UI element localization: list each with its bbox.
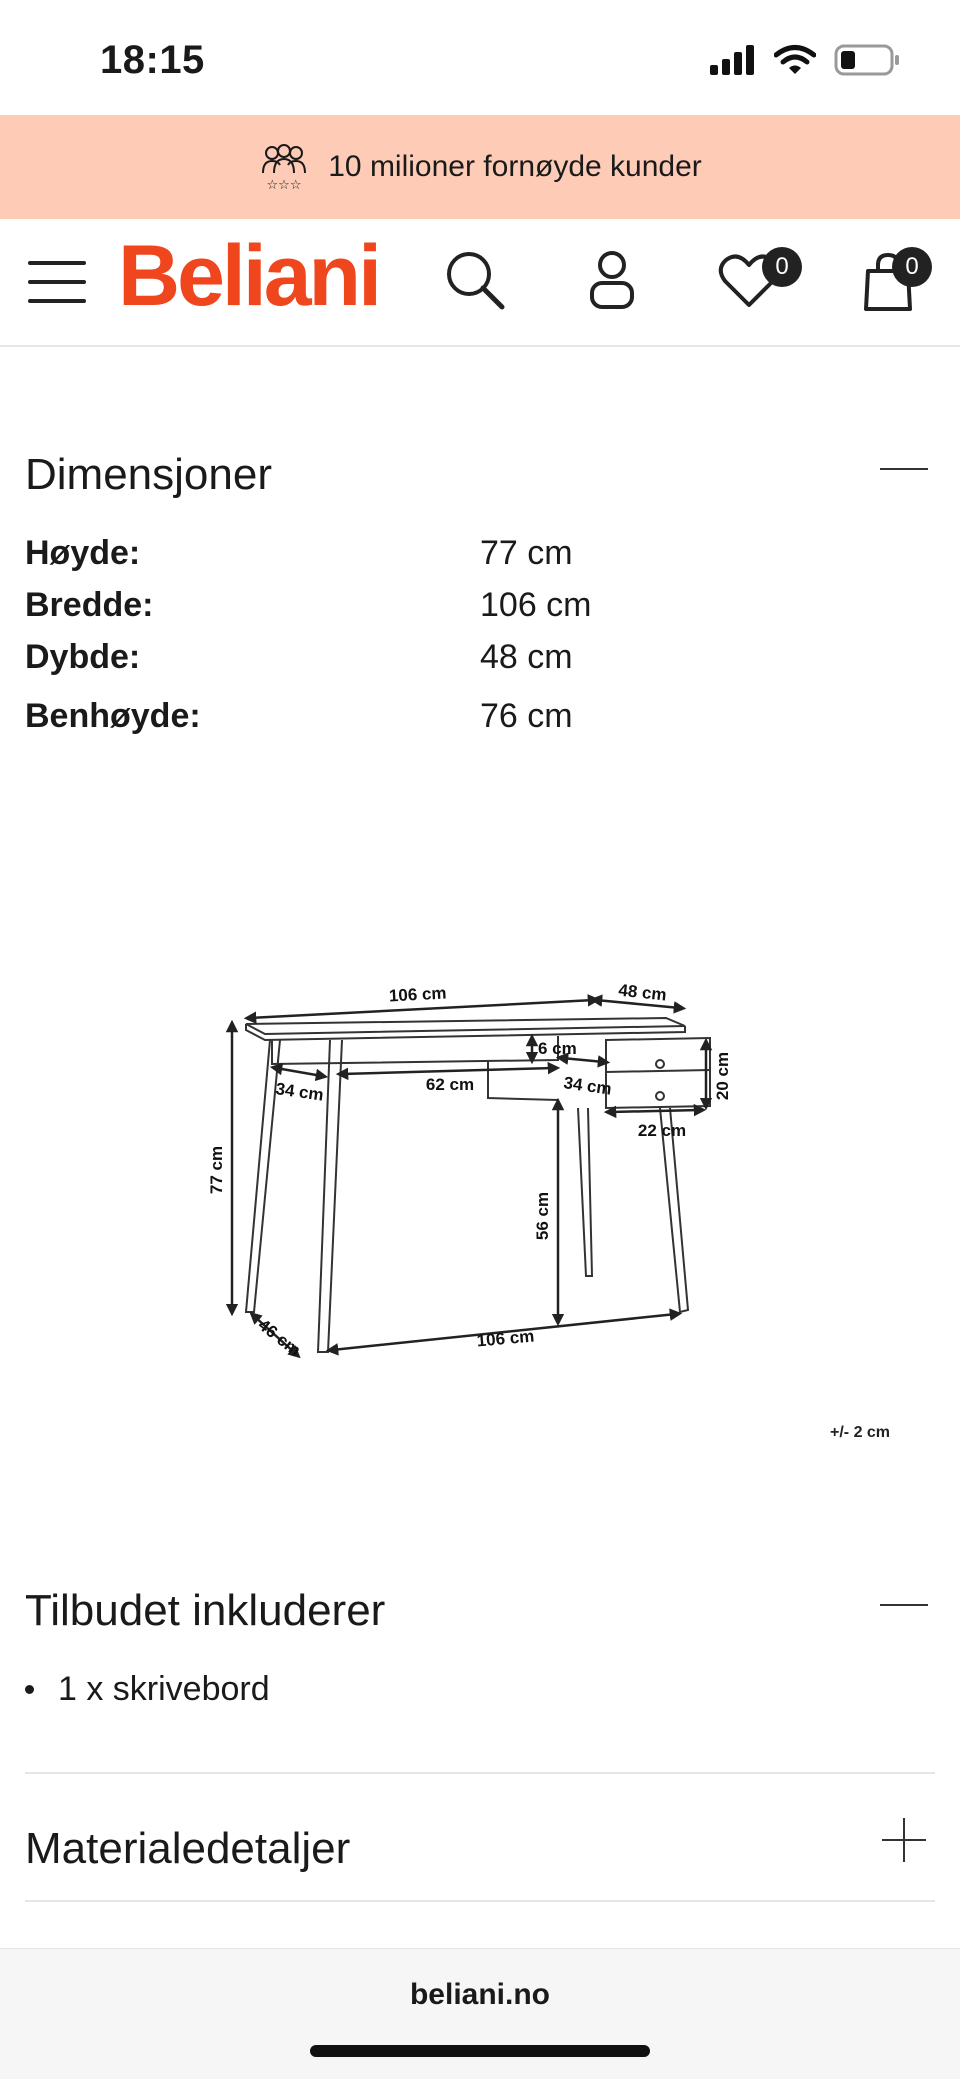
drawing-label-left-depth: 34 cm [274,1079,325,1105]
dim-leg-height-label: Benhøyde: [25,697,201,735]
svg-text:☆☆☆: ☆☆☆ [266,177,302,191]
dim-width-value: 106 cm [480,586,592,624]
home-indicator[interactable] [310,2045,650,2057]
wishlist-count-badge: 0 [762,247,802,287]
promo-banner[interactable] [0,115,960,219]
drawing-label-top-depth: 48 cm [617,980,668,1005]
drawing-label-leg-height: 56 cm [533,1191,552,1241]
drawing-label-inner-width: 62 cm [425,1075,475,1094]
materials-title[interactable]: Materialedetaljer [25,1824,351,1873]
cart-count-badge: 0 [892,247,932,287]
beliani-logo[interactable]: Beliani [118,228,379,324]
desk-outline [246,1018,710,1352]
dim-height-label: Høyde: [25,534,141,572]
status-icons [710,44,900,76]
drawing-label-drawer-width: 22 cm [637,1121,687,1140]
dim-height-value: 77 cm [480,534,573,572]
drawing-label-leg-depth: 46 cm [254,1315,305,1360]
expand-materials-icon[interactable] [880,1816,928,1864]
section-divider [25,1772,935,1774]
menu-icon[interactable] [28,259,86,305]
drawing-label-total-height: 77 cm [207,1145,226,1195]
promo-text: 10 milioner fornøyde kunder [328,150,702,183]
offer-title[interactable]: Tilbudet inkluderer [25,1586,386,1635]
site-header [0,219,960,347]
browser-url[interactable]: beliani.no [409,1978,550,2011]
dim-width-label: Bredde: [25,586,154,624]
offer-item [25,1670,270,1709]
browser-address-bar[interactable] [0,1948,960,2079]
dimensions-title[interactable]: Dimensjoner [25,450,272,499]
battery-icon [834,44,900,76]
offer-item-text: 1 x skrivebord [58,1670,270,1708]
signal-icon [710,45,756,75]
search-icon[interactable] [444,249,506,311]
desk-dimension-drawing [0,960,960,1380]
drawing-label-bottom-width: 106 cm [475,1326,536,1351]
wifi-icon [774,44,816,76]
dim-depth-value: 48 cm [480,638,573,676]
drawing-label-drawer-depth: 34 cm [562,1073,613,1099]
customers-icon [258,143,310,191]
collapse-dimensions-icon[interactable] [880,468,928,470]
account-icon[interactable] [588,249,636,311]
section-divider [25,1900,935,1902]
bullet-dot [25,1685,34,1694]
drawing-label-apron-height: 6 cm [538,1039,577,1058]
drawing-label-drawer-height: 20 cm [713,1051,732,1101]
drawing-label-top-width: 106 cm [388,983,448,1006]
dim-leg-height-value: 76 cm [480,697,573,735]
status-time: 18:15 [100,38,205,82]
tolerance-note: +/- 2 cm [830,1424,891,1441]
dim-depth-label: Dybde: [25,638,141,676]
collapse-offer-icon[interactable] [880,1604,928,1606]
